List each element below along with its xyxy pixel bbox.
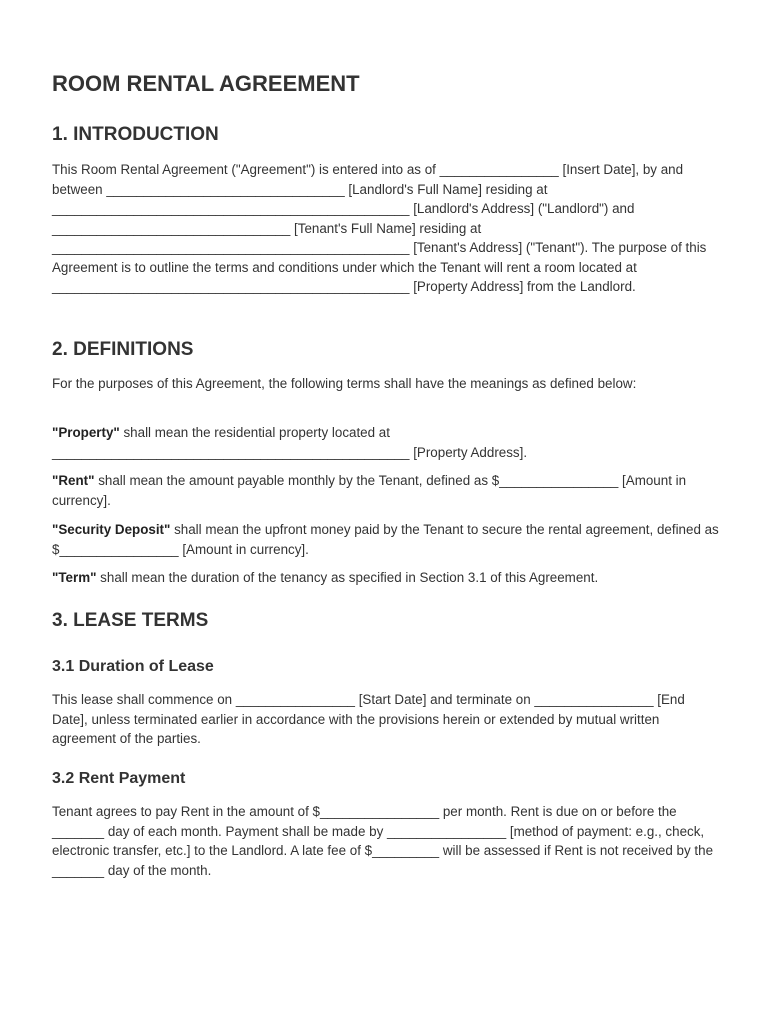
- definition-term-item: [52, 568, 720, 588]
- introduction-paragraph: This Room Rental Agreement ("Agreement") is entered into as of ________________ [Insert Date], by and between ________________________________ [Landlord's Full Name] residing at ________________________________________________ [Landlord's Address] ("Landlord") and ________________________________ [Tenant's Full Name] residing at ________________________________________________ [Tenant's Address] ("Tenant"). The purpose of this Agreement is to outline the terms and conditions under which the Tenant will rent a room located at ________________________________________________ [Property Address] from the Landlord.: [52, 162, 707, 294]
- rent-payment-paragraph: Tenant agrees to pay Rent in the amount of $________________ per month. Rent is due on or before the _______ day of each month. Payment shall be made by ________________ [method of payment: e.g., check, electronic transfer, etc.] to the Landlord. A late fee of $_________ will be assessed if Rent is not received by the _______ day of the month.: [52, 804, 714, 878]
- definition-rent: [52, 471, 720, 510]
- definition-text: shall mean the duration of the tenancy as specified in Section 3.1 of this Agreement.: [96, 570, 599, 585]
- subsection-heading-duration: 3.1 Duration of Lease: [52, 658, 214, 675]
- section-heading-introduction: 1. INTRODUCTION: [52, 124, 219, 145]
- definition-term: "Property": [52, 425, 120, 440]
- definition-term: "Security Deposit": [52, 522, 171, 537]
- section-heading-definitions: 2. DEFINITIONS: [52, 339, 194, 360]
- definition-term: "Term": [52, 570, 97, 585]
- duration-paragraph: This lease shall commence on ________________ [Start Date] and terminate on ________________ [End Date], unless terminated earlier in accordance with the provisions herein or extended by mutual written agreement of the parties.: [52, 692, 685, 746]
- definitions-intro: For the purposes of this Agreement, the following terms shall have the meanings as defined below:: [52, 376, 637, 391]
- subsection-heading-rent-payment: 3.2 Rent Payment: [52, 770, 186, 787]
- definition-property: [52, 423, 720, 462]
- definition-text: shall mean the upfront money paid by the Tenant to secure the rental agreement, defined as $________________ [Amount in currency].: [52, 522, 719, 557]
- definition-security-deposit: [52, 520, 720, 559]
- document-title: ROOM RENTAL AGREEMENT: [52, 71, 360, 96]
- definition-term: "Rent": [52, 473, 95, 488]
- definition-text: shall mean the amount payable monthly by the Tenant, defined as $________________ [Amount in currency].: [52, 473, 687, 508]
- definition-text: shall mean the residential property located at ________________________________________________ [Property Address].: [52, 425, 528, 460]
- section-heading-lease-terms: 3. LEASE TERMS: [52, 610, 209, 631]
